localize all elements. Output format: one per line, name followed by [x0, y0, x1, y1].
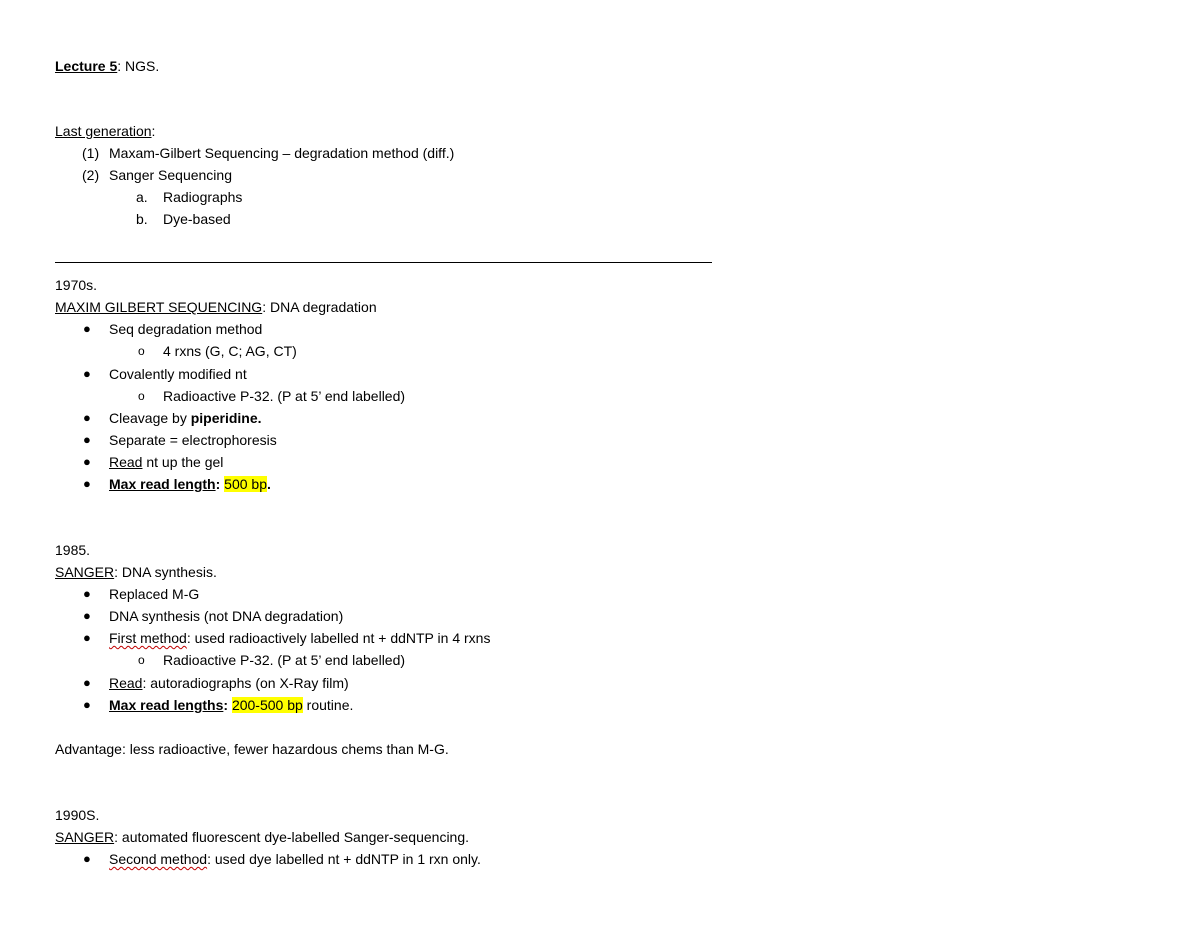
bullet-icon: ● [83, 851, 91, 866]
bullet-icon: ● [83, 476, 91, 491]
item-underlined-text: Read [109, 454, 143, 470]
item-bold-text: piperidine. [190, 410, 262, 426]
list-marker: b. [136, 211, 148, 227]
item-period: . [266, 476, 271, 492]
item-text: routine. [302, 697, 354, 713]
sanger-heading-rest: : automated fluorescent dye-labelled Sanger-sequencing. [114, 829, 470, 845]
max-read-lengths-label: Max read lengths [109, 697, 224, 713]
list-item [109, 696, 353, 714]
title-label: Lecture 5 [55, 58, 118, 74]
item-colon: : [215, 476, 225, 492]
item-text: : autoradiographs (on X-Ray film) [142, 675, 349, 691]
bullet-icon: ● [83, 366, 91, 381]
list-item [109, 409, 262, 427]
sanger-heading-rest: : DNA synthesis. [114, 564, 217, 580]
circle-bullet-icon: o [138, 653, 145, 667]
list-item [109, 453, 223, 471]
list-item: Separate = electrophoresis [109, 432, 277, 448]
last-generation-heading [55, 122, 155, 140]
bullet-icon: ● [83, 586, 91, 601]
sanger-heading-label: SANGER [55, 564, 115, 580]
list-item: Seq degradation method [109, 321, 263, 337]
max-read-length-label: Max read length [109, 476, 216, 492]
circle-bullet-icon: o [138, 389, 145, 403]
list-marker: a. [136, 189, 148, 205]
item-text: : used dye labelled nt + ddNTP in 1 rxn only. [207, 851, 481, 867]
sanger-heading-label: SANGER [55, 829, 115, 845]
list-item: Maxam-Gilbert Sequencing – degradation method (diff.) [109, 145, 455, 161]
item-text: : used radioactively labelled nt + ddNTP in 4 rxns [186, 630, 491, 646]
year-1990s: 1990S. [55, 807, 100, 823]
item-text: nt up the gel [142, 454, 224, 470]
sanger-auto-heading [55, 828, 469, 846]
year-1970s: 1970s. [55, 277, 98, 293]
list-item [109, 674, 349, 692]
list-item: Covalently modified nt [109, 366, 247, 382]
bullet-icon: ● [83, 608, 91, 623]
list-marker: (1) [82, 145, 100, 161]
circle-bullet-icon: o [138, 344, 145, 358]
item-text: Cleavage by [109, 410, 191, 426]
heading-colon: : [151, 123, 156, 139]
list-item: Radioactive P-32. (P at 5’ end labelled) [163, 652, 406, 668]
list-item: Dye-based [163, 211, 231, 227]
maxim-heading-rest: : DNA degradation [262, 299, 377, 315]
list-item [109, 850, 481, 868]
bullet-icon: ● [83, 697, 91, 712]
bullet-icon: ● [83, 410, 91, 425]
bullet-icon: ● [83, 675, 91, 690]
list-item: Radioactive P-32. (P at 5’ end labelled) [163, 388, 406, 404]
list-marker: (2) [82, 167, 100, 183]
list-item [109, 475, 271, 493]
list-item: 4 rxns (G, C; AG, CT) [163, 343, 297, 359]
item-colon: : [223, 697, 232, 713]
last-generation-label: Last generation [55, 123, 152, 139]
maxim-heading [55, 298, 377, 316]
item-underlined-text: Second method [109, 851, 208, 867]
sanger-heading [55, 563, 217, 581]
bullet-icon: ● [83, 432, 91, 447]
item-underlined-text: First method [109, 630, 187, 646]
list-item: Sanger Sequencing [109, 167, 232, 183]
bullet-icon: ● [83, 321, 91, 336]
title-rest: : NGS. [117, 58, 160, 74]
highlighted-value: 200-500 bp [231, 697, 303, 713]
maxim-heading-label: MAXIM GILBERT SEQUENCING [55, 299, 263, 315]
section-divider [55, 262, 712, 263]
highlighted-value: 500 bp [224, 476, 267, 492]
list-item: Radiographs [163, 189, 243, 205]
list-item: Replaced M-G [109, 586, 200, 602]
item-underlined-text: Read [109, 675, 143, 691]
list-item: DNA synthesis (not DNA degradation) [109, 608, 344, 624]
bullet-icon: ● [83, 630, 91, 645]
list-item [109, 629, 490, 647]
page-title [55, 57, 159, 75]
year-1985: 1985. [55, 542, 91, 558]
bullet-icon: ● [83, 454, 91, 469]
advantage-note: Advantage: less radioactive, fewer hazardous chems than M-G. [55, 741, 449, 757]
